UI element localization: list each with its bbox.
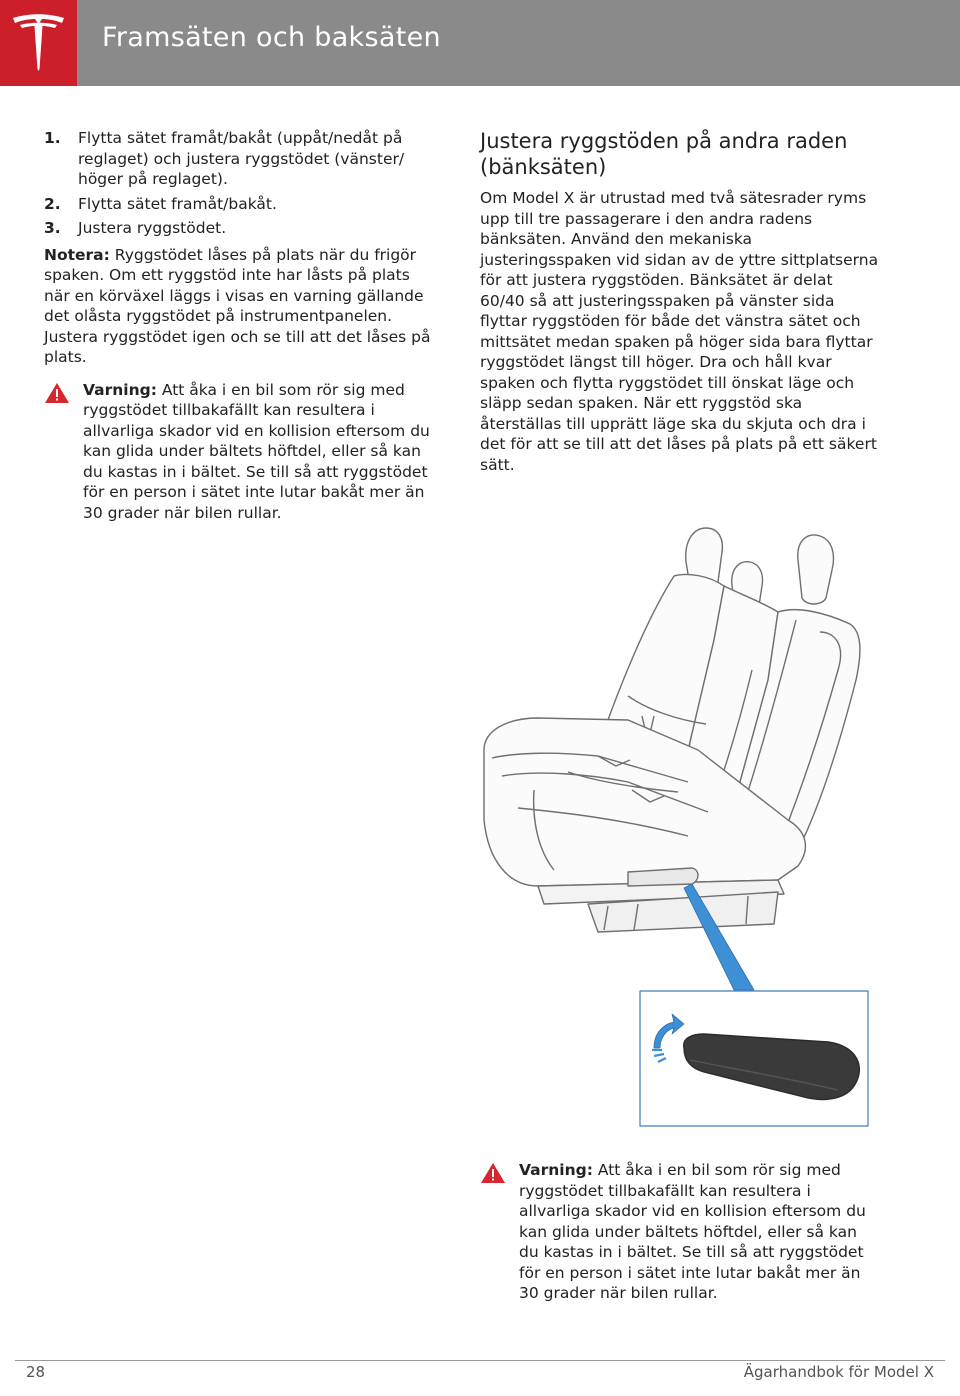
tesla-logo-icon bbox=[11, 14, 66, 72]
seat-illustration bbox=[478, 520, 878, 1132]
page-header bbox=[0, 0, 960, 86]
body-paragraph: Om Model X är utrustad med två sätesrader ryms upp till tre passagerare i den andra radens bänksäten. Använd den mekaniska justeringsspaken vid sidan av de yttre sittplatserna för att justera ryggstöden. Bänksätet är delat 60/40 så att justeringsspaken på vänster sida flyttar ryggstöden för både det vänstra sätet och mittsätet medan spaken på höger sida bara flyttar ryggstödet längst till höger. Dra och håll kvar spaken och flytta ryggstödet till önskat läge och släpp sedan spaken. När ett ryggstöd ska återställas till upprätt läge ska du skjuta och dra i det för att se till att det låses på plats på ett säkert sätt. bbox=[480, 189, 879, 474]
warning-triangle-icon bbox=[480, 1162, 506, 1184]
section-heading: Justera ryggstöden på andra raden (bänksäten) bbox=[480, 129, 848, 179]
warning-text: Att åka i en bil som rör sig med ryggstödet tillbakafällt kan resultera i allvarliga skador vid en kollision eftersom du kan glida under bältets höftdel, eller så kan du kastas in i bältet. Se till så att ryggstödet för en person i sätet inte lutar bakåt mer än 30 grader när bilen rullar. bbox=[83, 380, 430, 522]
step-number: 2. bbox=[44, 194, 61, 213]
step-text: Flytta sätet framåt/bakåt (uppåt/nedåt på reglaget) och justera ryggstödet (vänster/ höger på reglaget). bbox=[78, 129, 405, 188]
warning-text: Att åka i en bil som rör sig med ryggstödet tillbakafällt kan resultera i allvarliga skador vid en kollision eftersom du kan glida under bältets höftdel, eller så kan du kastas in i bältet. Se till så att ryggstödet för en person i sätet inte lutar bakåt mer än 30 grader när bilen rullar. bbox=[519, 1161, 866, 1302]
warning-label: Varning: bbox=[83, 380, 157, 399]
step-text: Justera ryggstödet. bbox=[78, 219, 227, 237]
footer-divider bbox=[15, 1360, 945, 1361]
step-item bbox=[44, 194, 439, 215]
note-paragraph bbox=[44, 245, 439, 368]
step-item bbox=[44, 218, 439, 239]
warning-label: Varning: bbox=[519, 1161, 593, 1179]
step-item bbox=[44, 128, 439, 190]
page-number: 28 bbox=[26, 1363, 46, 1381]
step-number: 1. bbox=[44, 129, 61, 147]
step-text: Flytta sätet framåt/bakåt. bbox=[78, 194, 277, 213]
right-column bbox=[480, 128, 880, 475]
page-title: Framsäten och baksäten bbox=[102, 22, 441, 53]
warning-triangle-icon bbox=[44, 382, 70, 404]
note-text: Ryggstödet låses på plats när du frigör spaken. Om ett ryggstöd inte har låsts på plats när en körväxel läggs i visas en varning gällande det olåsta ryggstödet på instrumentpanelen. Justera ryggstödet igen och se till att det låses på plats. bbox=[44, 245, 431, 366]
tesla-logo-box bbox=[0, 0, 77, 86]
lever-housing bbox=[628, 868, 698, 886]
note-label: Notera: bbox=[44, 245, 110, 264]
left-column bbox=[44, 128, 439, 523]
headrest-right bbox=[798, 535, 834, 604]
footer-title: Ägarhandbok för Model X bbox=[743, 1363, 934, 1381]
warning-block bbox=[44, 380, 439, 524]
step-number: 3. bbox=[44, 219, 61, 237]
warning-block bbox=[480, 1160, 880, 1304]
